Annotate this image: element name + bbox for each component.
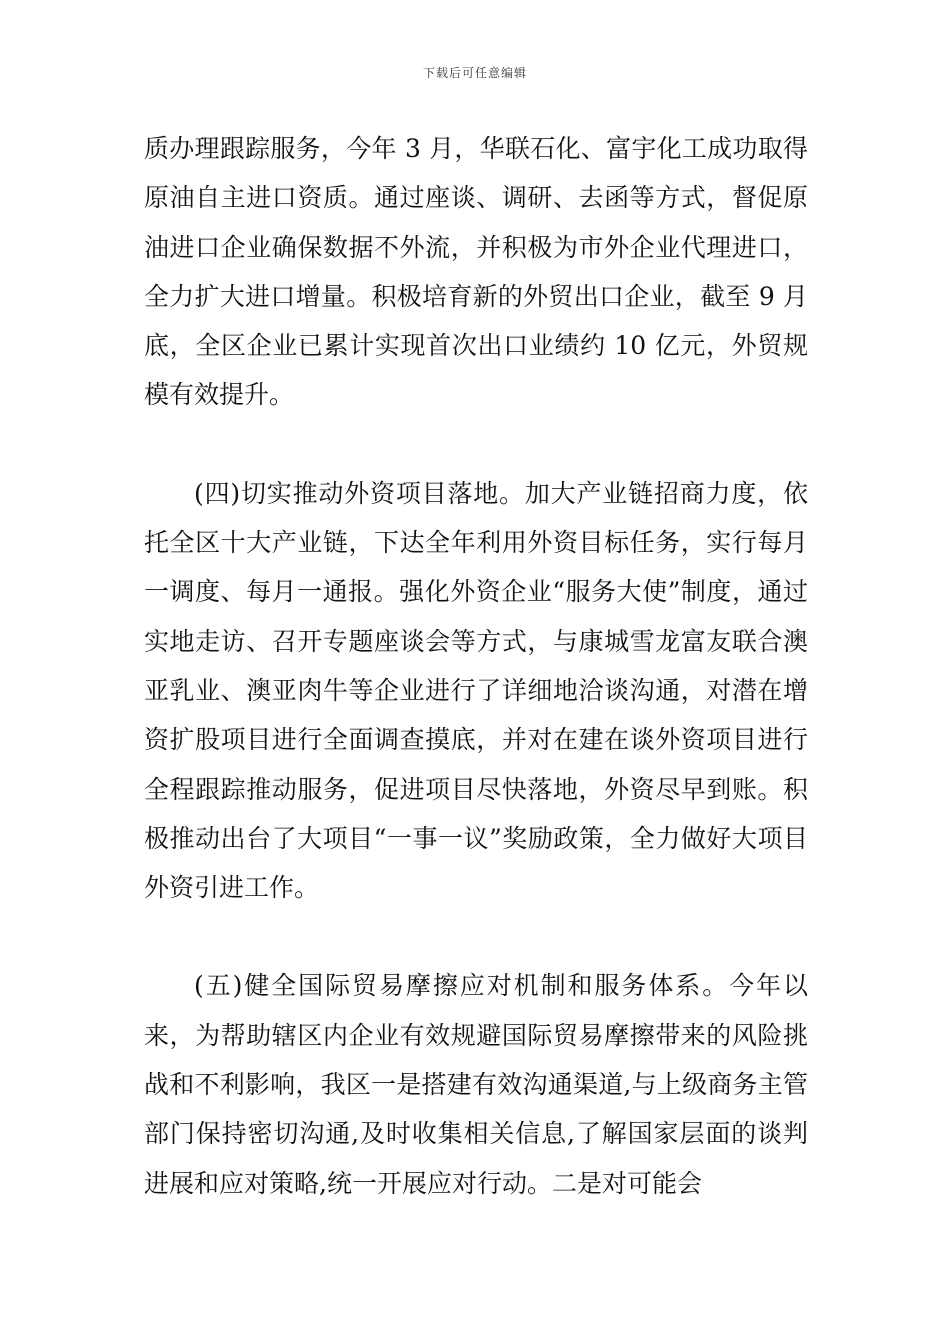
paragraph-spacer — [144, 912, 808, 961]
paragraph-spacer — [144, 420, 808, 469]
document-body — [144, 124, 808, 1208]
paragraph-continued: 质办理跟踪服务，今年 3 月，华联石化、富宇化工成功取得原油自主进口资质。通过座谈、调研、去函等方式，督促原油进口企业确保数据不外流，并积极为市外企业代理进口，全力扩大进口增量。积极培育新的外贸出口企业，截至 9 月底，全区企业已累计实现首次出口业绩约 10 亿元，外贸规模有效提升。 — [144, 134, 808, 410]
paragraph-section-5: (五)健全国际贸易摩擦应对机制和服务体系。今年以来，为帮助辖区内企业有效规避国际贸易摩擦带来的风险挑战和不利影响，我区一是搭建有效沟通渠道,与上级商务主管部门保持密切沟通,及时收集相关信息,了解国家层面的谈判进展和应对策略,统一开展应对行动。二是对可能会 — [144, 971, 808, 1198]
page-header: 下载后可任意编辑 — [422, 66, 527, 80]
paragraph-section-4: (四)切实推动外资项目落地。加大产业链招商力度，依托全区十大产业链，下达全年利用外资目标任务，实行每月一调度、每月一通报。强化外资企业“服务大使”制度，通过实地走访、召开专题座谈会等方式，与康城雪龙富友联合澳亚乳业、澳亚肉牛等企业进行了详细地洽谈沟通，对潜在增资扩股项目进行全面调查摸底，并对在建在谈外资项目进行全程跟踪推动服务，促进项目尽快落地，外资尽早到账。积极推动出台了大项目“一事一议”奖励政策，全力做好大项目外资引进工作。 — [144, 478, 808, 903]
